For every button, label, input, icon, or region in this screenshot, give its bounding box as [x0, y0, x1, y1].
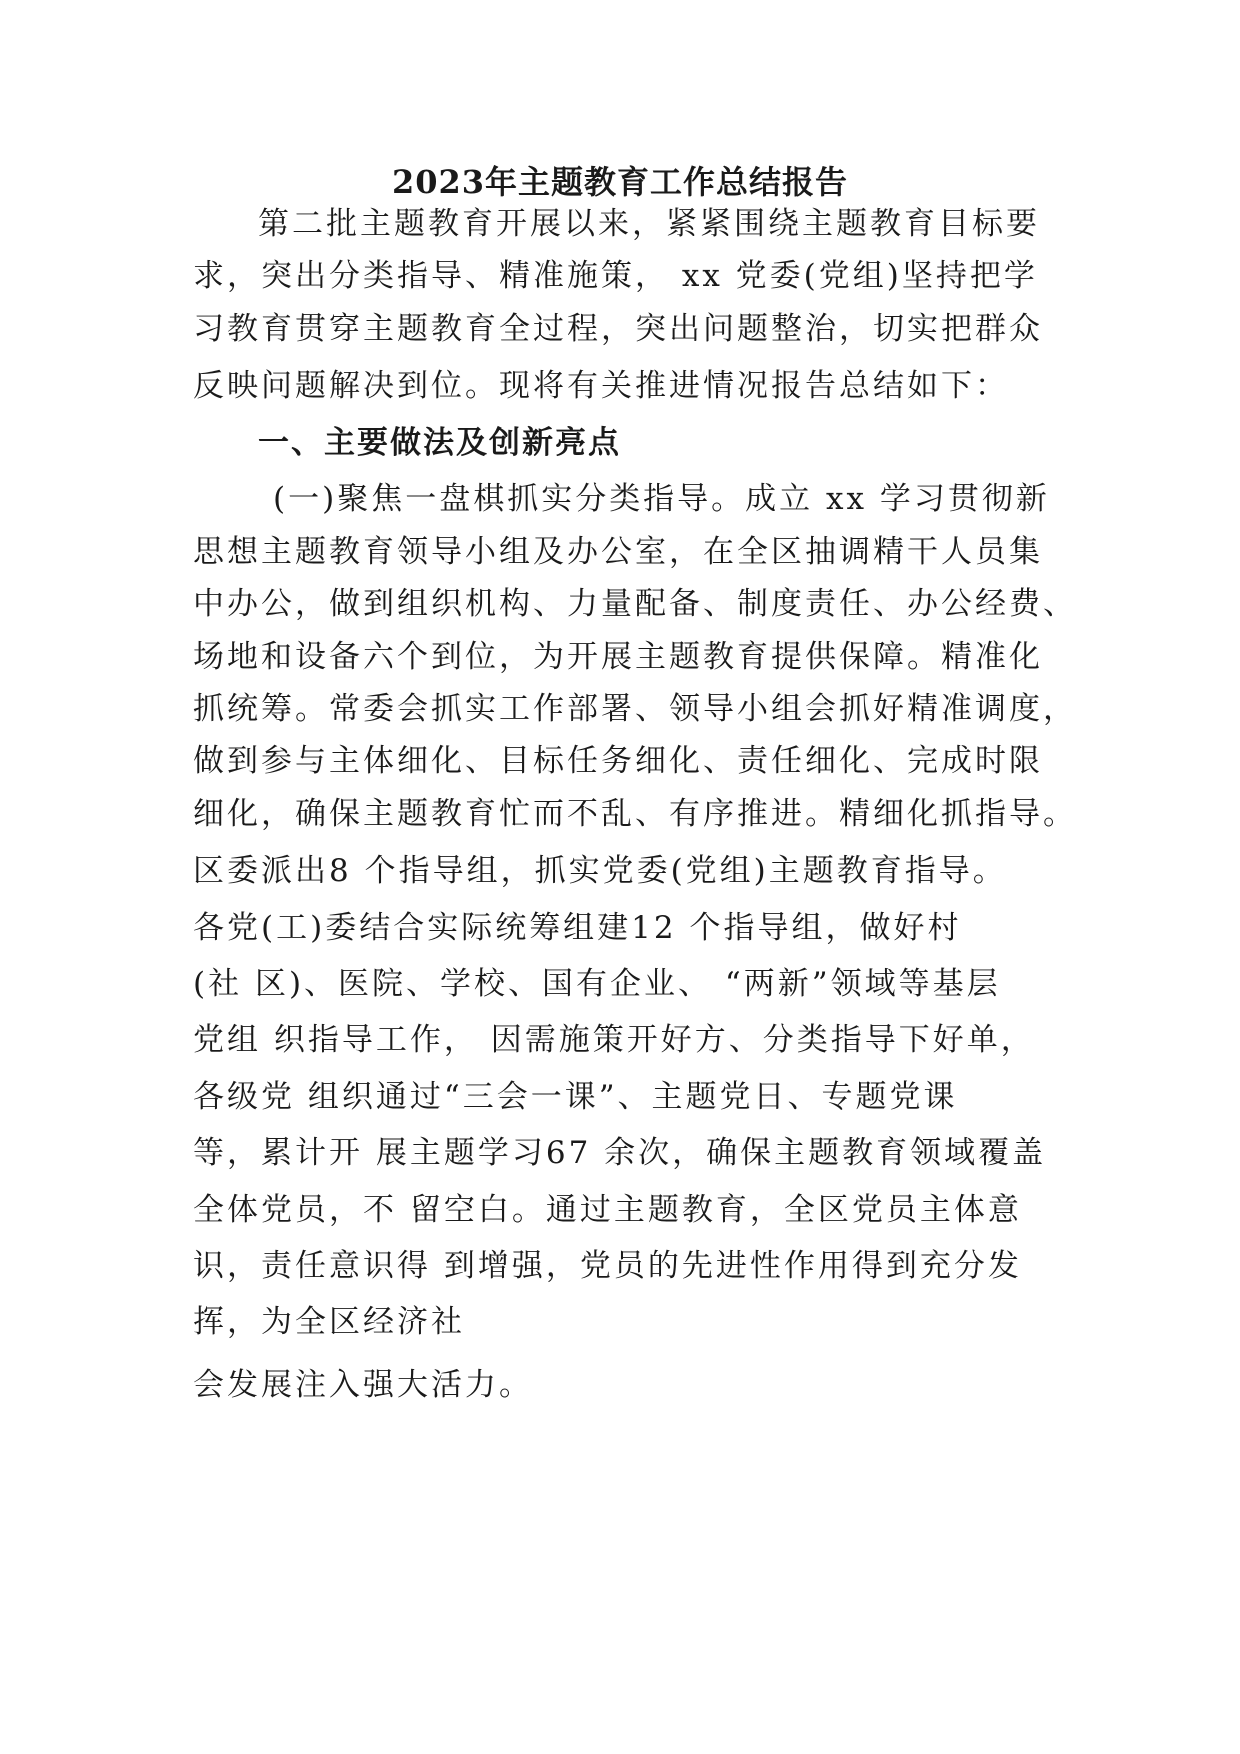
body-line-14: 全体党员，不 留空白。通过主题教育，全区党员主体意	[193, 1192, 1022, 1228]
body-line-13: 等，累计开 展主题学习67 余次，确保主题教育领域覆盖	[193, 1135, 1047, 1171]
body-line-11: 党组 织指导工作， 因需施策开好方、分类指导下好单，	[193, 1022, 1035, 1058]
body-line-1: (一)聚焦一盘棋抓实分类指导。成立 xx 学习贯彻新	[273, 481, 1050, 517]
body-line-17: 会发展注入强大活力。	[193, 1367, 533, 1403]
body-line-10: (社 区)、医院、学校、国有企业、 “两新”领域等基层	[193, 966, 1001, 1002]
intro-line-2: 求，突出分类指导、精准施策， xx 党委(党组)坚持把学	[193, 258, 1038, 294]
body-line-5: 抓统筹。常委会抓实工作部署、领导小组会抓好精准调度，	[193, 691, 1077, 727]
section-heading: 一、主要做法及创新亮点	[258, 425, 621, 461]
body-line-16: 挥，为全区经济社	[193, 1304, 465, 1340]
intro-line-1: 第二批主题教育开展以来，紧紧围绕主题教育目标要	[258, 206, 1040, 242]
body-line-2: 思想主题教育领导小组及办公室，在全区抽调精干人员集	[193, 534, 1043, 570]
document-title: 2023年主题教育工作总结报告	[391, 163, 849, 201]
body-line-9: 各党(工)委结合实际统筹组建12 个指导组，做好村	[193, 910, 962, 946]
body-line-6: 做到参与主体细化、目标任务细化、责任细化、完成时限	[193, 743, 1043, 779]
intro-line-3: 习教育贯穿主题教育全过程，突出问题整治，切实把群众	[193, 311, 1043, 347]
body-line-12: 各级党 组织通过“三会一课”、主题党日、专题党课	[193, 1079, 958, 1115]
body-line-3: 中办公，做到组织机构、力量配备、制度责任、办公经费、	[193, 586, 1077, 622]
body-line-4: 场地和设备六个到位，为开展主题教育提供保障。精准化	[193, 639, 1043, 675]
intro-line-4: 反映问题解决到位。现将有关推进情况报告总结如下：	[193, 368, 1009, 404]
body-line-7: 细化，确保主题教育忙而不乱、有序推进。精细化抓指导。	[193, 796, 1077, 832]
body-line-15: 识，责任意识得 到增强，党员的先进性作用得到充分发	[193, 1248, 1022, 1284]
body-line-8: 区委派出8 个指导组，抓实党委(党组)主题教育指导。	[193, 853, 1007, 889]
